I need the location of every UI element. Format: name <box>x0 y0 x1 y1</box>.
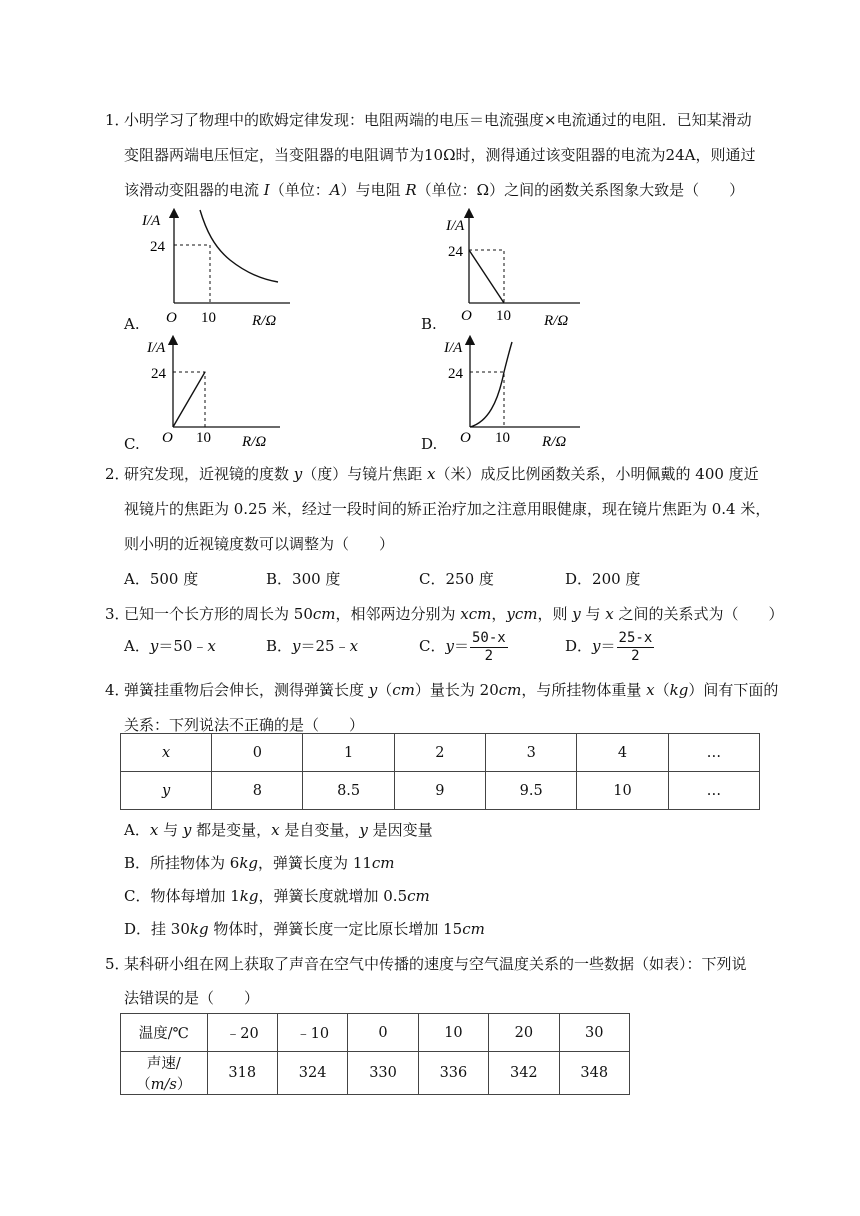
table-cell: y <box>121 772 212 810</box>
q4-option-b: B．所挂物体为 6kg，弹簧长度为 11cm <box>124 854 395 872</box>
graph-c-label: C. <box>124 435 140 453</box>
y-axis-label: I/A <box>444 340 463 356</box>
q2-text-line1: 研究发现，近视镜的度数 y（度）与镜片焦距 x（米）成反比例函数关系，小明佩戴的 400 度近 <box>124 465 759 483</box>
x-axis-label: R/Ω <box>252 313 277 329</box>
table-cell: 8.5 <box>303 772 394 810</box>
table-cell: 声速/（m/s） <box>121 1052 208 1095</box>
q2-text-line3: 则小明的近视镜度数可以调整为（ ） <box>124 535 395 553</box>
table-cell: 9 <box>394 772 485 810</box>
table-cell: 342 <box>489 1052 559 1095</box>
q3-option-d: D．y＝ $\frac{25-x}{2}$ <box>565 629 653 664</box>
q5-data-table <box>120 1013 630 1095</box>
origin-label: O <box>461 308 472 324</box>
table-row <box>121 1014 630 1052</box>
table-cell: 8 <box>212 772 303 810</box>
q3-number: 3． <box>105 605 130 623</box>
q2-option-a: A．500 度 <box>124 570 199 588</box>
table-cell: ﹣10 <box>277 1014 347 1052</box>
x-tick-label: 10 <box>496 308 511 324</box>
graph-a-label: A. <box>124 315 140 333</box>
table-cell: 2 <box>394 734 485 772</box>
table-cell: ﹣20 <box>207 1014 277 1052</box>
table-cell: 1 <box>303 734 394 772</box>
y-axis-label: I/A <box>446 218 465 234</box>
x-tick-label: 10 <box>196 430 211 446</box>
line <box>173 372 205 427</box>
q3-option-c: C．y＝ $\frac{50-x}{2}$ <box>419 629 506 664</box>
q1-number: 1． <box>105 111 130 129</box>
x-axis-label: R/Ω <box>242 434 267 450</box>
graph-a-hyperbola <box>140 205 320 330</box>
dashed-guide <box>470 372 504 427</box>
table-cell: 温度/℃ <box>121 1014 208 1052</box>
curve <box>200 210 278 282</box>
graph-b-label: B. <box>421 315 437 333</box>
q4-option-d: D．挂 30kg 物体时，弹簧长度一定比原长增加 15cm <box>124 920 485 938</box>
table-row <box>121 1052 630 1095</box>
table-cell: 20 <box>489 1014 559 1052</box>
table-row <box>121 772 760 810</box>
line <box>469 250 504 303</box>
y-axis-label: I/A <box>142 213 161 229</box>
q2-text-line2: 视镜片的焦距为 0.25 米，经过一段时间的矫正治疗加之注意用眼健康，现在镜片焦距为 0.4 米， <box>124 500 771 518</box>
y-tick-label: 24 <box>448 366 463 382</box>
q1-text-line1: 小明学习了物理中的欧姆定律发现：电阻两端的电压＝电流强度×电流通过的电阻．已知某滑动 <box>124 111 752 129</box>
q4-option-c: C．物体每增加 1kg，弹簧长度就增加 0.5cm <box>124 887 430 905</box>
y-tick-label: 24 <box>150 239 165 255</box>
q3-text-line1: 已知一个长方形的周长为 50cm，相邻两边分别为 xcm，ycm，则 y 与 x 之间的关系式为（ ） <box>124 605 784 623</box>
table-cell: 0 <box>212 734 303 772</box>
x-axis-label: R/Ω <box>542 434 567 450</box>
origin-label: O <box>162 430 173 446</box>
q3-option-a: A．y＝50﹣x <box>124 637 216 655</box>
q5-number: 5． <box>105 955 130 973</box>
q3-option-b: B．y＝25﹣x <box>266 637 359 655</box>
dashed-guide <box>174 245 210 303</box>
y-axis-label: I/A <box>147 340 166 356</box>
q4-text-line1: 弹簧挂重物后会伸长，测得弹簧长度 y（cm）量长为 20cm，与所挂物体重量 x（kg）间有下面的 <box>124 681 779 699</box>
graph-c-increasing-line <box>140 332 320 452</box>
fraction: $\frac{25-x}{2}$ <box>618 629 653 664</box>
q5-text-line2: 法错误的是（ ） <box>124 989 260 1007</box>
table-cell: 330 <box>348 1052 418 1095</box>
table-cell: 3 <box>486 734 577 772</box>
graph-d-label: D. <box>421 435 438 453</box>
table-cell: … <box>668 734 759 772</box>
table-cell: x <box>121 734 212 772</box>
table-row <box>121 734 760 772</box>
q1-text-line3: 该滑动变阻器的电流 I（单位：A）与电阻 R（单位：Ω）之间的函数关系图象大致是（ ） <box>124 181 745 199</box>
fraction: $\frac{50-x}{2}$ <box>471 629 506 664</box>
origin-label: O <box>166 310 177 326</box>
q2-option-c: C．250 度 <box>419 570 494 588</box>
y-tick-label: 24 <box>448 244 463 260</box>
table-cell: … <box>668 772 759 810</box>
table-cell: 318 <box>207 1052 277 1095</box>
q4-option-a: A．x 与 y 都是变量，x 是自变量，y 是因变量 <box>124 821 433 839</box>
q2-option-d: D．200 度 <box>565 570 641 588</box>
y-tick-label: 24 <box>151 366 166 382</box>
graph-b-decreasing-line <box>440 205 620 330</box>
q2-number: 2． <box>105 465 130 483</box>
x-tick-label: 10 <box>495 430 510 446</box>
q4-data-table <box>120 733 760 810</box>
table-cell: 324 <box>277 1052 347 1095</box>
origin-label: O <box>460 430 471 446</box>
table-cell: 10 <box>418 1014 488 1052</box>
table-cell: 4 <box>577 734 668 772</box>
table-cell: 336 <box>418 1052 488 1095</box>
x-tick-label: 10 <box>201 310 216 326</box>
table-cell: 348 <box>559 1052 629 1095</box>
q2-option-b: B．300 度 <box>266 570 341 588</box>
q4-number: 4． <box>105 681 130 699</box>
q5-text-line1: 某科研小组在网上获取了声音在空气中传播的速度与空气温度关系的一些数据（如表）：下列说 <box>124 955 747 973</box>
q1-text-line2: 变阻器两端电压恒定，当变阻器的电阻调节为10Ω时，测得通过该变阻器的电流为24A，则通过 <box>124 146 756 164</box>
table-cell: 9.5 <box>486 772 577 810</box>
graph-d-increasing-curve <box>440 332 620 452</box>
x-axis-label: R/Ω <box>544 313 569 329</box>
q4-text-line2: 关系：下列说法不正确的是（ ） <box>124 716 365 734</box>
table-cell: 30 <box>559 1014 629 1052</box>
table-cell: 0 <box>348 1014 418 1052</box>
table-cell: 10 <box>577 772 668 810</box>
curve <box>470 342 512 427</box>
